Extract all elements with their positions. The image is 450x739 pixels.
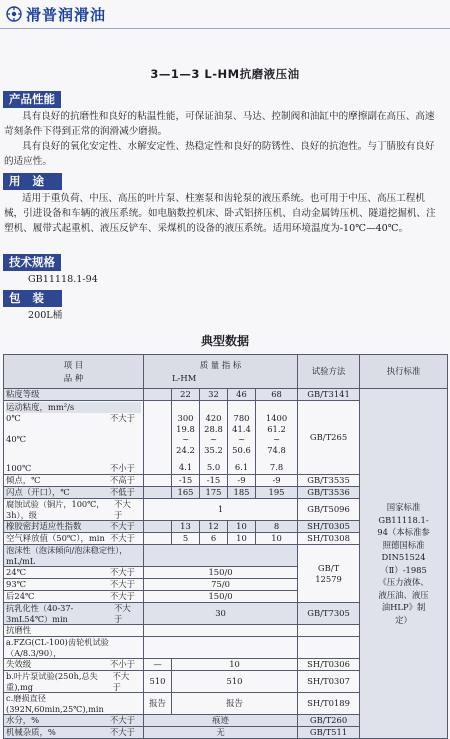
brand-logo-icon bbox=[6, 6, 22, 22]
grade-32: 32 bbox=[200, 389, 228, 401]
viscosity-method: GB/T265 bbox=[298, 401, 360, 475]
brand-name: 滑普润滑油 bbox=[26, 6, 107, 24]
viscosity-col-46: 780 41.4 ~ 50.6 6.1 bbox=[228, 401, 256, 475]
antiwear-row: b.叶片泵试验(250h,总失重),mg 不大于 510 510 SH/T0307 bbox=[4, 671, 448, 693]
spec-value: GB11118.1-94 bbox=[28, 274, 98, 285]
performance-paragraph-2: 具有良好的氧化安定性、水解安定性、热稳定性和良好的防锈性、良好的抗泡性。与丁腈胶有良好的适应性。 bbox=[4, 141, 435, 167]
antiwear-label-row: 抗磨性 bbox=[4, 625, 448, 637]
table-row: 机械杂质，% 不大于 无 GB/T511 bbox=[4, 727, 448, 739]
table-row: 水分，% 不大于 痕迹 GB/T260 bbox=[4, 715, 448, 727]
viscosity-label-cell: 运动粘度，mm²/s 0℃ 不大于 40℃ 100℃ 不小于 bbox=[4, 401, 144, 475]
standard-cell: 国家标准 GB11118.1- 94（本标准参 照德国标准 DIN51524 （Ⅱ）-1985 《压力液体、 液压油、液压 油HLP》制 定） bbox=[360, 389, 448, 739]
table-header-row bbox=[4, 355, 448, 389]
table-row: 倾点，℃ 不高于 -15 -15 -9 -9 GB/T3535 bbox=[4, 475, 448, 487]
antiwear-row: 失效级 不小于 — 10 SH/T0306 bbox=[4, 659, 448, 671]
header-quality: 质 量 指 标 L-HM bbox=[144, 355, 298, 389]
package-tag: 包装 bbox=[3, 290, 62, 307]
foam-row: 93℃ 不大于 75/0 bbox=[4, 579, 448, 591]
spec-tag: 技术规格 bbox=[3, 254, 61, 271]
typical-data-table bbox=[3, 354, 448, 739]
viscosity-col-32: 420 28.8 ~ 35.2 5.0 bbox=[200, 401, 228, 475]
grade-label: 粘度等级 bbox=[4, 389, 144, 401]
grade-68: 68 bbox=[256, 389, 298, 401]
grade-row bbox=[4, 389, 448, 401]
grade-46: 46 bbox=[228, 389, 256, 401]
usage-paragraph: 适用于重负荷、中压、高压的叶片泵、柱塞泵和齿轮泵的液压系统。也可用于中压、高压工程机械，引进设备和车辆的液压系统。如电脑数控机床、卧式铝挤压机、自动金属铸压机、隧道挖掘机、注塑机、履带式起重机、液压反铲车、采煤机的设备的液压系统。适用环境温度为-10℃—40℃。 bbox=[4, 193, 436, 234]
foam-method: GB/T 12579 bbox=[298, 545, 360, 603]
product-title: 3—1—3 L-HM抗磨液压油 bbox=[150, 67, 300, 81]
table-row: 闪点（开口），℃ 不低于 165 175 185 195 GB/T3536 bbox=[4, 487, 448, 499]
grade-22: 22 bbox=[172, 389, 200, 401]
header-item: 项 目 品 种 bbox=[4, 355, 144, 389]
viscosity-col-22: 300 19.8 ~ 24.2 4.1 bbox=[172, 401, 200, 475]
foam-row: 24℃ 不大于 150/0 bbox=[4, 567, 448, 579]
performance-tag: 产品性能 bbox=[3, 91, 61, 108]
header-standard: 执行标准 bbox=[360, 355, 448, 389]
header-method: 试验方法 bbox=[298, 355, 360, 389]
package-value: 200L桶 bbox=[28, 310, 63, 321]
antiwear-row: a.FZG(CL-100)齿轮机试验（A/8.3/90）， bbox=[4, 637, 448, 659]
table-row: 空气释放值（50℃），min 不大于 5 6 10 10 SH/T0308 bbox=[4, 533, 448, 545]
foam-row: 后24℃ 不大于 150/0 bbox=[4, 591, 448, 603]
page-header bbox=[0, 0, 450, 30]
performance-paragraph-1: 具有良好的抗磨性和良好的粘温性能，可保证油泵、马达、控制阀和油缸中的摩擦副在高压、高速苛刻条件下得到正常的润滑减少磨损。 bbox=[4, 111, 435, 137]
grade-method: GB/T3141 bbox=[298, 389, 360, 401]
foam-label-row: 泡沫性（泡沫倾向/泡沫稳定性），mL/mL GB/T 12579 bbox=[4, 545, 448, 567]
antiwear-row: c.磨损直径(392N,60min,25℃),min 报告 报告 SH/T0189 bbox=[4, 693, 448, 715]
table-row: 腐蚀试验（铜片，100℃，3h），级 不大于 1 GB/T5096 bbox=[4, 499, 448, 521]
header-divider bbox=[0, 28, 450, 29]
usage-tag: 用途 bbox=[3, 173, 62, 190]
table-title: 典型数据 bbox=[200, 334, 249, 348]
table-row: 橡胶密封适应性指数 不大于 13 12 10 8 SH/T0305 bbox=[4, 521, 448, 533]
viscosity-col-68: 1400 61.2 ~ 74.8 7.8 bbox=[256, 401, 298, 475]
demuls-row: 抗乳化性（40-37-3mL54℃）min 不大于 30 GB/T7305 bbox=[4, 603, 448, 625]
